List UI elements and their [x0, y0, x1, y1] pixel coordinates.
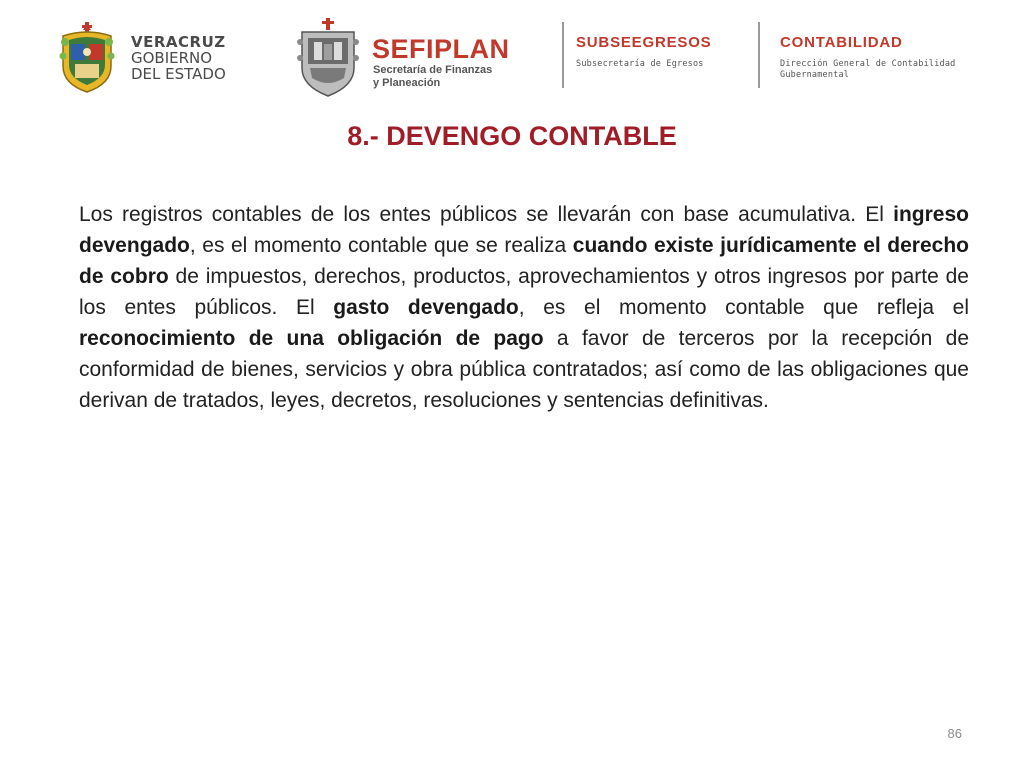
contabilidad-logo — [780, 34, 955, 81]
contabilidad-subtitle — [780, 59, 955, 81]
slide-title: 8.- DEVENGO CONTABLE — [347, 121, 677, 151]
sefiplan-emblem-icon — [296, 18, 360, 98]
veracruz-line2: GOBIERNO — [131, 49, 213, 67]
page-number: 86 — [947, 726, 962, 741]
sefiplan-brand: SEFIPLAN — [372, 34, 510, 64]
veracruz-line3: DEL ESTADO — [131, 65, 226, 83]
veracruz-logo — [57, 22, 237, 94]
contabilidad-sub-line2: Gubernamental — [780, 70, 850, 80]
paragraph-text: a favor de terceros por la recepción de conformidad de bienes, servicios y obra pública contratados; así como de las obligaciones que derivan de tratados, leyes, decretos, resoluciones y sentencias definitivas. — [79, 327, 969, 412]
body-paragraph — [79, 199, 969, 416]
paragraph-text: Los registros contables de los entes públicos se llevarán con base acumulativa. El — [79, 203, 894, 226]
subegresos-title: SUBSEEGRESOS — [576, 34, 712, 51]
veracruz-wordmark — [131, 34, 226, 82]
sefiplan-logo — [290, 16, 540, 100]
contabilidad-sub-line1: Dirección General de Contabilidad — [780, 59, 956, 69]
sefiplan-subtitle — [373, 64, 492, 90]
emphasized-text: gasto devengado — [333, 296, 519, 319]
sefiplan-sub-line2: y Planeación — [373, 77, 441, 89]
header-divider — [758, 22, 760, 88]
sefiplan-sub-line1: Secretaría de Finanzas — [373, 64, 493, 76]
subegresos-subtitle: Subsecretaría de Egresos — [576, 59, 704, 69]
paragraph-text: de impuestos, derechos, productos, aprovechamientos y otros ingresos por parte de los entes públicos. El — [79, 265, 969, 319]
veracruz-line1: VERACRUZ — [131, 33, 226, 51]
header-divider — [562, 22, 564, 88]
paragraph-text: , es el momento contable que refleja el — [518, 296, 970, 319]
emphasized-text: reconocimiento de una obligación de pago — [79, 327, 544, 350]
contabilidad-title: CONTABILIDAD — [780, 34, 903, 51]
subegresos-logo — [576, 34, 711, 70]
emphasized-text: cuando existe jurídicamente el derecho de cobro — [79, 234, 969, 288]
emphasized-text: ingreso devengado — [79, 203, 969, 257]
paragraph-text: , es el momento contable que se realiza — [189, 234, 573, 257]
veracruz-coat-of-arms-icon — [57, 22, 117, 94]
